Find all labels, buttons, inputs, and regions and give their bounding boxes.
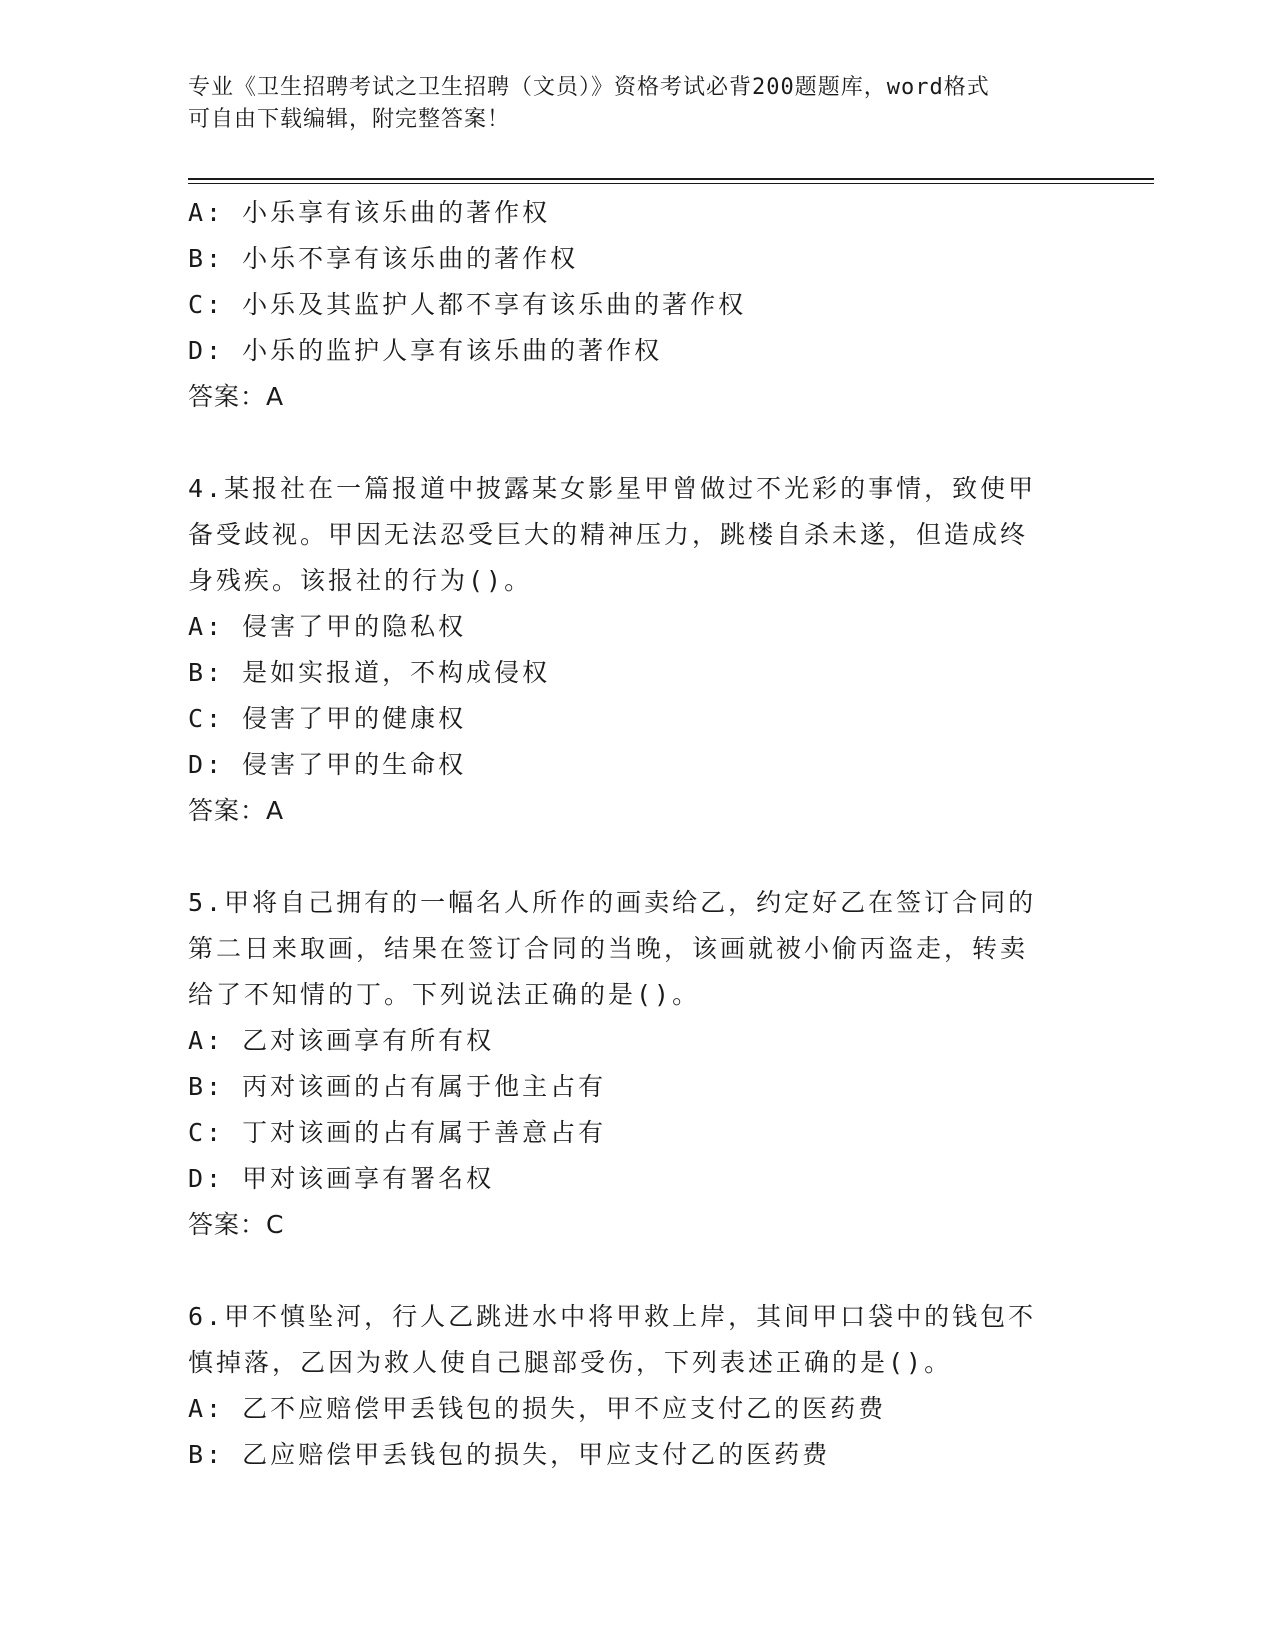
question-4 xyxy=(188,466,1068,834)
question-stem-line: 5.甲将自己拥有的一幅名人所作的画卖给乙，约定好乙在签订合同的 xyxy=(188,888,1037,917)
spacer xyxy=(188,420,1068,466)
question-3 xyxy=(188,190,1068,420)
option-d: D: 小乐的监护人享有该乐曲的著作权 xyxy=(188,336,663,365)
option-a: A: 乙对该画享有所有权 xyxy=(188,1026,495,1055)
option-a: A: 小乐享有该乐曲的著作权 xyxy=(188,198,551,227)
question-6 xyxy=(188,1294,1068,1478)
option-c: C: 丁对该画的占有属于善意占有 xyxy=(188,1118,607,1147)
option-c: C: 小乐及其监护人都不享有该乐曲的著作权 xyxy=(188,290,747,319)
header-line-1: 专业《卫生招聘考试之卫生招聘（文员）》资格考试必背200题题库，word格式 xyxy=(188,75,990,100)
option-a: A: 乙不应赔偿甲丢钱包的损失，甲不应支付乙的医药费 xyxy=(188,1394,887,1423)
header-line-2: 可自由下载编辑，附完整答案！ xyxy=(188,107,511,132)
option-b: B: 乙应赔偿甲丢钱包的损失，甲应支付乙的医药费 xyxy=(188,1440,831,1469)
document-header xyxy=(188,72,1068,136)
option-b: B: 小乐不享有该乐曲的著作权 xyxy=(188,244,579,273)
question-stem-line: 备受歧视。甲因无法忍受巨大的精神压力，跳楼自杀未遂，但造成终 xyxy=(188,520,1029,549)
question-stem-line: 4.某报社在一篇报道中披露某女影星甲曾做过不光彩的事情，致使甲 xyxy=(188,474,1037,503)
header-divider xyxy=(188,178,1154,180)
option-d: D: 侵害了甲的生命权 xyxy=(188,750,467,779)
option-a: A: 侵害了甲的隐私权 xyxy=(188,612,467,641)
spacer xyxy=(188,834,1068,880)
spacer xyxy=(188,1248,1068,1294)
question-stem-line: 第二日来取画，结果在签订合同的当晚，该画就被小偷丙盗走，转卖 xyxy=(188,934,1029,963)
answer: 答案：C xyxy=(188,1210,285,1239)
question-stem-line: 慎掉落，乙因为救人使自己腿部受伤，下列表述正确的是()。 xyxy=(188,1348,953,1377)
question-stem-line: 6.甲不慎坠河，行人乙跳进水中将甲救上岸，其间甲口袋中的钱包不 xyxy=(188,1302,1037,1331)
question-stem-line: 给了不知情的丁。下列说法正确的是()。 xyxy=(188,980,701,1009)
question-list xyxy=(188,190,1068,1478)
option-c: C: 侵害了甲的健康权 xyxy=(188,704,467,733)
option-b: B: 是如实报道，不构成侵权 xyxy=(188,658,551,687)
header-divider-thin xyxy=(188,183,1154,184)
question-5 xyxy=(188,880,1068,1248)
answer: 答案：A xyxy=(188,796,285,825)
option-d: D: 甲对该画享有署名权 xyxy=(188,1164,495,1193)
option-b: B: 丙对该画的占有属于他主占有 xyxy=(188,1072,607,1101)
question-stem-line: 身残疾。该报社的行为()。 xyxy=(188,566,533,595)
answer: 答案：A xyxy=(188,382,285,411)
